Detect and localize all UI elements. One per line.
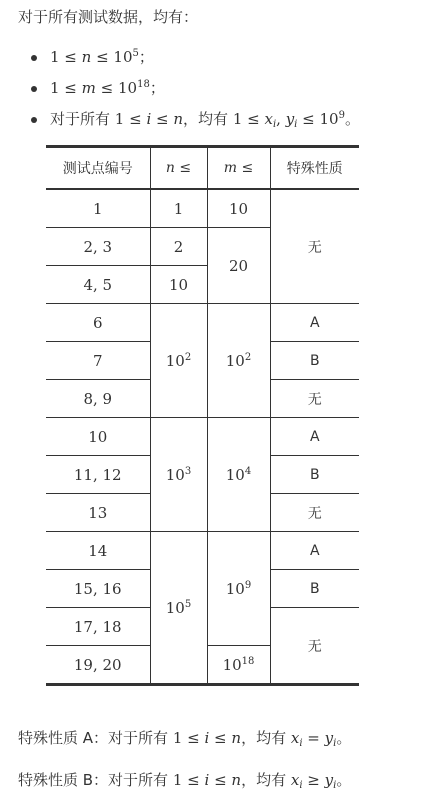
- cell-property: 无: [270, 608, 359, 685]
- constraint-math-2: $1 \le x_i$, $y_i \le 10^9$: [232, 110, 345, 130]
- property-middle: ，均有: [241, 771, 291, 789]
- bullet-icon: [31, 86, 37, 92]
- cell-n: $10^3$: [150, 418, 207, 532]
- cell-m: $10^{18}$: [207, 646, 270, 685]
- table-row: [46, 418, 359, 456]
- cell-m: $10^9$: [207, 532, 270, 646]
- bullet-icon: [31, 55, 37, 61]
- cell-property: A: [270, 418, 359, 456]
- constraint-n: [18, 42, 360, 73]
- constraint-suffix: ；: [138, 48, 154, 66]
- table-row: [46, 189, 359, 228]
- constraint-prefix: 对于所有: [50, 110, 115, 128]
- property-b-text: [18, 769, 351, 790]
- property-middle: ，均有: [241, 729, 291, 747]
- intro-text: 对于所有测试数据，均有：: [18, 8, 199, 26]
- cell-property: 无: [270, 494, 359, 532]
- property-math-2: $x_i = y_i$: [290, 729, 337, 749]
- cell-property: A: [270, 304, 359, 342]
- property-a-text: [18, 727, 351, 748]
- cell-testcase-id: 7: [46, 342, 150, 380]
- cell-n: 1: [150, 189, 207, 228]
- cell-testcase-id: 2, 3: [46, 228, 150, 266]
- header-m: m ≤: [207, 147, 270, 190]
- cell-m: 10: [207, 189, 270, 228]
- cell-n: 10: [150, 266, 207, 304]
- constraint-suffix: 。: [344, 110, 360, 128]
- property-math: 1 ≤ i ≤ n: [172, 729, 242, 747]
- cell-testcase-id: 15, 16: [46, 570, 150, 608]
- cell-m: $10^4$: [207, 418, 270, 532]
- cell-testcase-id: 19, 20: [46, 646, 150, 685]
- constraint-m: [18, 73, 360, 104]
- header-testcase-id: 测试点编号: [46, 147, 150, 190]
- table-row: [46, 304, 359, 342]
- property-math: 1 ≤ i ≤ n: [172, 771, 242, 789]
- cell-property: 无: [270, 189, 359, 304]
- constraint-math: $1 \le n \le 10^5$: [50, 48, 139, 66]
- cell-m: $10^2$: [207, 304, 270, 418]
- cell-property: B: [270, 570, 359, 608]
- property-suffix: 。: [336, 729, 352, 747]
- constraint-math: 1 ≤ i ≤ n: [114, 110, 184, 128]
- cell-testcase-id: 4, 5: [46, 266, 150, 304]
- cell-testcase-id: 11, 12: [46, 456, 150, 494]
- cell-n: $10^2$: [150, 304, 207, 418]
- cell-n: 2: [150, 228, 207, 266]
- bullet-icon: [31, 117, 37, 123]
- cell-testcase-id: 1: [46, 189, 150, 228]
- cell-n: $10^5$: [150, 532, 207, 685]
- header-n: n ≤: [150, 147, 207, 190]
- cell-property: B: [270, 342, 359, 380]
- cell-property: A: [270, 532, 359, 570]
- cell-property: 无: [270, 380, 359, 418]
- constraint-xy: [18, 104, 360, 135]
- property-math-2: $x_i \ge y_i$: [290, 771, 337, 791]
- cell-property: B: [270, 456, 359, 494]
- cell-testcase-id: 6: [46, 304, 150, 342]
- cell-testcase-id: 13: [46, 494, 150, 532]
- table-row: [46, 532, 359, 570]
- testcase-table: [46, 145, 359, 686]
- header-property: 特殊性质: [270, 147, 359, 190]
- property-suffix: 。: [336, 771, 352, 789]
- table-header-row: [46, 147, 359, 190]
- constraints-list: [18, 42, 360, 135]
- constraint-math: $1 \le m \le 10^{18}$: [50, 79, 150, 97]
- constraint-suffix: ；: [149, 79, 165, 97]
- property-label: 特殊性质 A：对于所有: [18, 729, 173, 747]
- cell-m: 20: [207, 228, 270, 304]
- cell-testcase-id: 10: [46, 418, 150, 456]
- cell-testcase-id: 14: [46, 532, 150, 570]
- cell-testcase-id: 17, 18: [46, 608, 150, 646]
- cell-testcase-id: 8, 9: [46, 380, 150, 418]
- constraint-middle: ，均有: [183, 110, 233, 128]
- property-label: 特殊性质 B：对于所有: [18, 771, 173, 789]
